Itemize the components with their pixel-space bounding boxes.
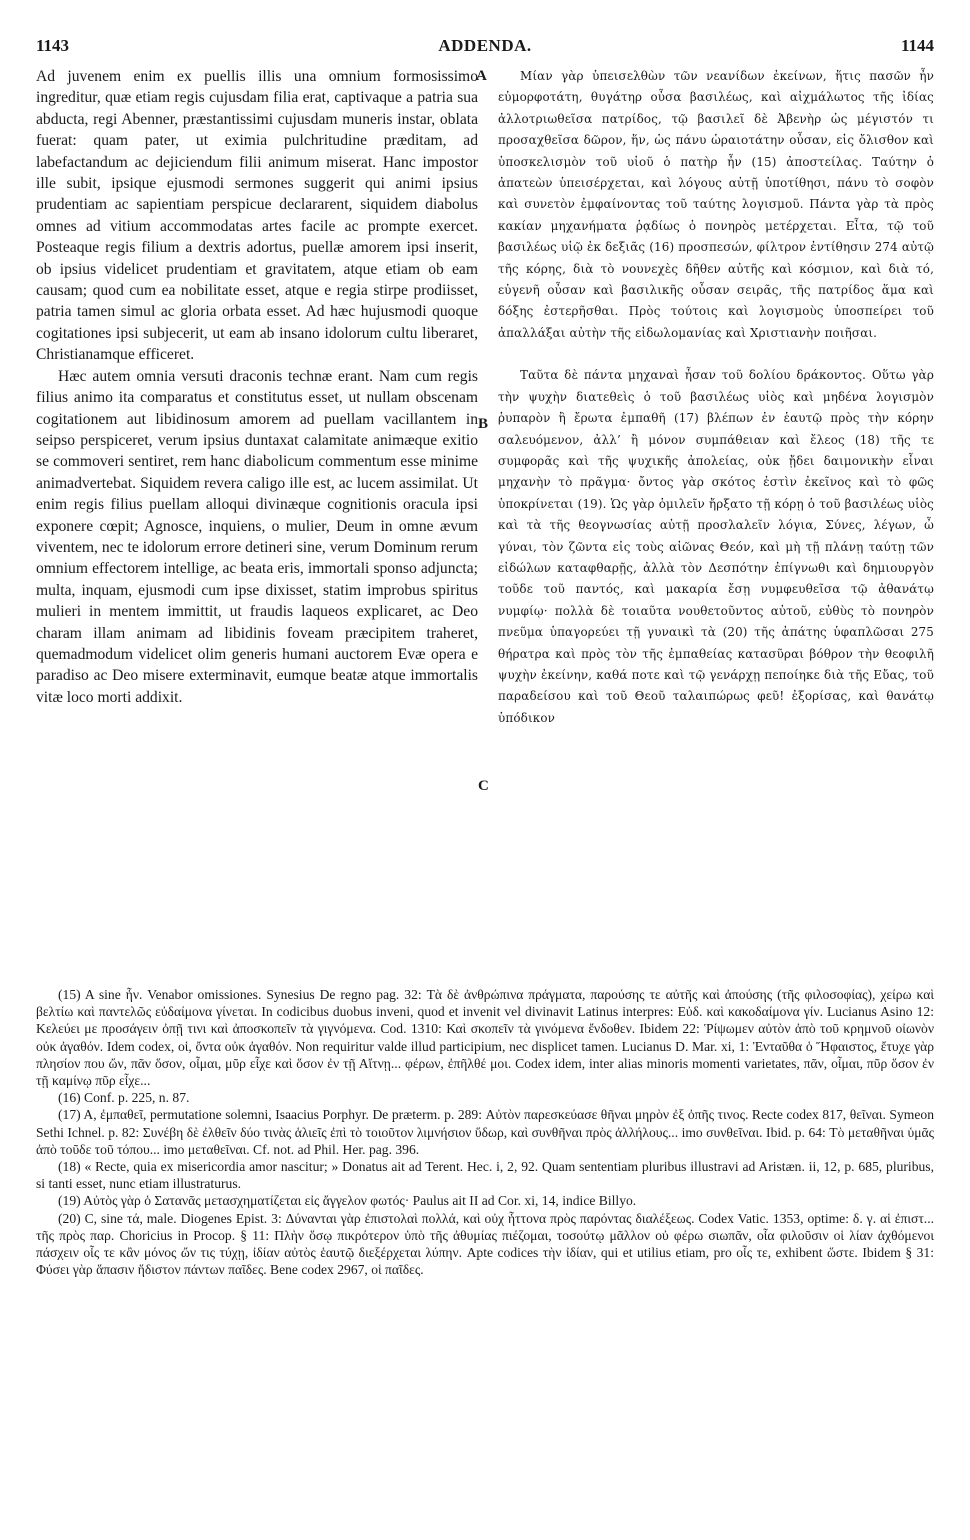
footnote-15: (15) A sine ἦν. Venabor omissiones. Synesius De regno pag. 32: Τὰ δὲ ἀνθρώπινα πράγματα, παρούσης τε αὐτῆς καὶ ἀπούσης (τῆς φιλοσοφίας), χείρω καὶ βελτίω καὶ παντελῶς εὐδαίμονα γίνεται. In codicibus duobus inveni, quod et invenit vel divinavit Latinus interpres: Εὐδ. καὶ κακοδαίμονα γίν. Lucianus Asino 12: Κελεύει με προσάγειν ὀπῇ τινι καὶ ἀποσκοπεῖν τὰ γιγνόμενα. Cod. 1310: Καὶ σκοπεῖν τὰ γινόμενα ἔνδοθεν. Ibidem 22: Ῥίψωμεν αὐτὸν ἀπὸ τοῦ κρημνοῦ οἰωνὸν οὐκ ἀγαθόν. Idem codex, οἱ, ὄντα οὐκ ἀγαθόν. Non requiritur valde illud participium, nec displicet tamen. Lucianus D. Mar. xi, 1: Ἐνταῦθα ὁ Ἥφαιστος, ἔτυχε γὰρ πλησίον που ὤν, πᾶν ὅσον, οἶμαι, μῦρ εἶχε καὶ ὅσον ἐν τῇ Αἴτνῃ... φέρων, ἐπῆλθέ μοι. Codex idem, inter alias minoris momenti varietates, πᾶν, οἶμαι, πῦρ ὅσον ἐν τῇ καμίνῳ πῦρ εἶχε... (36, 987, 934, 1089)
running-title: ADDENDA. (438, 36, 532, 55)
greek-paragraph-1: Μίαν γὰρ ὑπεισελθὼν τῶν νεανίδων ἐκείνων, ἥτις πασῶν ἦν εὐμορφοτάτη, θυγάτηρ οὖσα βασιλέως, καὶ αἰχμάλωτος τῆς ἰδίας ἀλλοτριωθεῖσα πατρίδος, τῷ βασιλεῖ δὲ Ἀβενὴρ ὡς μέγιστόν τι προσαχθεῖσα δῶρον, ἥν, ὡς πάνυ ὡραιοτάτην οὖσαν, εἰς ὄλισθον καὶ ὑποσκελισμὸν τοῦ υἱοῦ ὁ πατὴρ ἦν (15) ἀποστείλας. Ταύτην ὁ ἀπατεὼν ὑπεισέρχεται, καὶ λόγους αὐτῇ ὑποτίθησι, πάνυ τὸ σοφὸν καὶ συνετὸν ἐμφαίνοντας τοῦ ταύτης λογισμοῦ. Πάντα γὰρ τὰ πρὸς κακίαν μηχανήματα ῥᾳδίως ὁ πονηρὸς μετέρχεται. Εἶτα, τῷ τοῦ βασιλέως υἱῷ ἐκ δεξιᾶς (16) προσπεσών, φίλτρον ἐντίθησιν 274 αὐτῷ τῆς κόρης, διὰ τὸ νουνεχὲς δῆθεν αὐτῆς καὶ κόσμιον, καὶ διὰ τό, εὐγενῆ οὖσαν καὶ βασιλικῆς οὖσαν σειρᾶς, τῆς πατρίδος ἅμα καὶ δόξης ἐστερῆσθαι. Πρὸς τούτοις καὶ λογισμοὺς ὑποσπείρει τοῦ ἀπαλλάξαι αὐτὴν τῆς εἰδωλομανίας καὶ Χριστιανὴν ποιῆσαι. (498, 69, 934, 340)
right-page-number: 1144 (900, 36, 934, 55)
main-columns (36, 66, 934, 984)
greek-paragraph-2: Ταῦτα δὲ πάντα μηχαναὶ ἦσαν τοῦ δολίου δράκοντος. Οὕτω γὰρ τὴν ψυχὴν διατεθεὶς ὁ τοῦ βασιλέως υἱὸς καὶ μηδένα λογισμὸν ῥυπαρὸν ἢ ἔρωτα ἐμπαθῆ (17) βλέπων ἐν ἑαυτῷ πρὸς τὴν κόρην σαλευόμενον, ἀλλ’ ἢ μόνον συμπάθειαν καὶ ἔλεος (18) τῆς τε συμφορᾶς καὶ τῆς ψυχικῆς ἀπολείας, οὐκ ᾔδει δαιμονικὴν εἶναι μηχανὴν τὸ πρᾶγμα· ὄντος γὰρ σκότος ἐστὶν ἐκεῖνος καὶ τὸ φῶς ὑποκρίνεται (19). Ὡς γὰρ ὁμιλεῖν ἤρξατο τῇ κόρῃ ὁ τοῦ βασιλέως υἱὸς καὶ τὰ τῆς θεογνωσίας αὐτῇ προσλαλεῖν λόγια, Σύνες, λέγων, ὦ γύναι, τὸν ζῶντα εἰς τοὺς αἰῶνας Θεόν, καὶ μὴ τῇ πλάνῃ ταύτῃ τῶν εἰδώλων καταφθαρῇς, ἀλλὰ τὸν Δεσπότην ἐπίγνωθι καὶ δημιουργὸν τοῦδε τοῦ παντός, καὶ μακαρία ἔσῃ νυμφευθεῖσα τῷ ἀθανάτῳ νυμφίῳ· πολλὰ δὲ τοιαῦτα νουθετοῦντος αὐτοῦ, εὐθὺς τὸ πονηρὸν πνεῦμα ὑπαγορεύει τῇ γυναικὶ τὰ (20) τῆς ἀπάτης ὑφαπλῶσαι 275 θήρατρα καὶ πρὸς τὸν τῆς ἐμπαθείας κατασῦραι βόθρον τὴν θεοφιλῆ ψυχὴν ἐκείνην, καθά ποτε καὶ τῷ γενάρχῃ πεποίηκε διὰ τῆς Εὔας, τοῦ παραδείσου καὶ τοῦ Θεοῦ ταλαιπώρως φεῦ! ἐξορίσας, καὶ θανάτῳ ὑπόδικον (498, 368, 934, 725)
latin-paragraph-2: Hæc autem omnia versuti draconis technæ erant. Nam cum regis filius animo ita comparatus et constitutus esset, ut nullam obscenam cogitationem aut libidinosum amorem ad puellam vacillantem in seipso perspiceret, verum ipsius duntaxat calamitate animæque exitio se commoveri sentiret, rem hanc diabolicum commentum esse minime animadvertebat. Siquidem revera caligo ille est, ac lucem assimilat. Ut enim regis filius puellam alloqui divinæque cognitionis oracula ipsi exponere cœpit; Agnosce, inquiens, o mulier, Deum in omne ævum viventem, nec te idolorum errore detineri sine, verum Dominum rerum omnium effectorem intellige, ac beata eris, immortali sponso adjuncta; multa, inquam, ejusmodi cum ipse dixisset, statim improbus spiritus mulieri in mentem immittit, ut fraudis laqueos explicaret, ac Deo charam illam animam ad libidinis foveam præcipitem traheret, quemadmodum videlicet olim generis humani auctorem Evæ opera e paradiso ac Deo misere exterminavit, eumque beatæ atque immortalis vitæ loco morti addixit. (36, 367, 478, 706)
footnote-19: (19) Αὐτὸς γὰρ ὁ Σατανᾶς μετασχηματίζεται εἰς ἄγγελον φωτός· Paulus ait II ad Cor. xi, 14, indice Billyo. (58, 1193, 637, 1209)
greek-column (498, 66, 934, 729)
left-page-number: 1143 (36, 36, 70, 55)
section-marker-c: C (478, 778, 489, 794)
footnote-16: (16) Conf. p. 225, n. 87. (58, 1090, 190, 1106)
page-header (36, 36, 934, 58)
footnote-20: (20) C, sine τά, male. Diogenes Epist. 3: Δύνανται γὰρ ἐπιστολαὶ πολλά, καὶ οὐχ ἧττονα πρὸς παρόντας διαλέξεως. Codex Vatic. 1353, optime: δ. γ. αἱ ἐπιστ... τῆς πρὸς παρ. Choricius in Procop. § 11: Πλὴν ὅσῳ πικρότερον ὑπὸ τῆς ἀθυμίας πιέζομαι, τοσούτῳ μᾶλλον οὐ φέρω σιωπᾶν, οἷα φιλοῦσιν οἱ λίαν ἀχθόμενοι πάσχειν οἷς τε κἂν μόνος ὤν τις τύχῃ, ἰδίαν αὐτὸς ἑαυτῷ διεξέρχεται λύπην. Apte codices τὴν ἰδίαν, qui et utilius etiam, pro οἷς τε, exhibent ὥστε. Ibidem § 31: Φύσει γὰρ ἅπασιν ἥδιστον πάντων παῖδες. Bene codex 2967, οἱ παῖδες. (36, 1210, 934, 1278)
section-marker-b: B (478, 416, 489, 432)
section-marker-a: A (476, 68, 487, 84)
footnotes (36, 986, 934, 1278)
latin-column (36, 66, 478, 708)
footnote-18: (18) « Recte, quia ex misericordia amor nascitur; » Donatus ait ad Terent. Hec. i, 2, 92. Quam sententiam pluribus illustravi ad Aristæn. ii, 12, p. 685, pluribus, si tanti esset, nunc etiam illustraturus. (36, 1159, 934, 1192)
footnote-17: (17) A, ἐμπαθεῖ, permutatione solemni, Isaacius Porphyr. De præterm. p. 289: Αὐτὸν παρεσκεύασε θῆναι μηρὸν ἐξ ὀπῆς τινος. Recte codex 817, θεῖναι. Symeon Sethi Ichnel. p. 82: Συνέβη δὲ ἐλθεῖν δύο τινὰς ἁλιεῖς ἐπὶ τὸ τοιοῦτον λιμνήσιον ὕδωρ, καὶ συνθῆναι πρὸς ἀλλήλους... imo συνθεῖναι. Ibid. p. 64: Τὸ μεταθῆναι ὑμᾶς ἀπὸ τοῦδε τοῦ τόπου... imo μεταθεῖναι. Cf. not. ad Phil. Her. pag. 396. (36, 1107, 934, 1157)
latin-paragraph-1: Ad juvenem enim ex puellis illis una omnium formosissimo ingreditur, quæ etiam regis cujusdam filia erat, captivaque a patria sua abducta, regi Abenner, præstantissimi cujusdam muneris instar, oblata fuerat: quam pater, ut eximia pulchritudine præditam, ad labefactandum ac dejiciendum filii animum miserat. Hanc impostor ille subit, ipsique ejusmodi sermones suggerit qui animi ipsius prudentiam ac sapientiam perspicue declararent, siquidem diabolus omnes ad vitium accommodatas artes facile ac promptе exercet. Posteaque regis filium a dextris adortus, puellæ amorem ipsi inserit, ob ipsius videlicet prudentiam et gravitatem, atque etiam ob eam causam; quod cum ea nobilitate esset, atque e regia stirpe prodiisset, patria tamen simul ac gloria orbata esset. Ad hæc hujusmodi quoque cogitationes ipsi subjecerit, ut eam ab insano idolorum cultu liberaret, Christianamque efficeret. (36, 68, 478, 364)
